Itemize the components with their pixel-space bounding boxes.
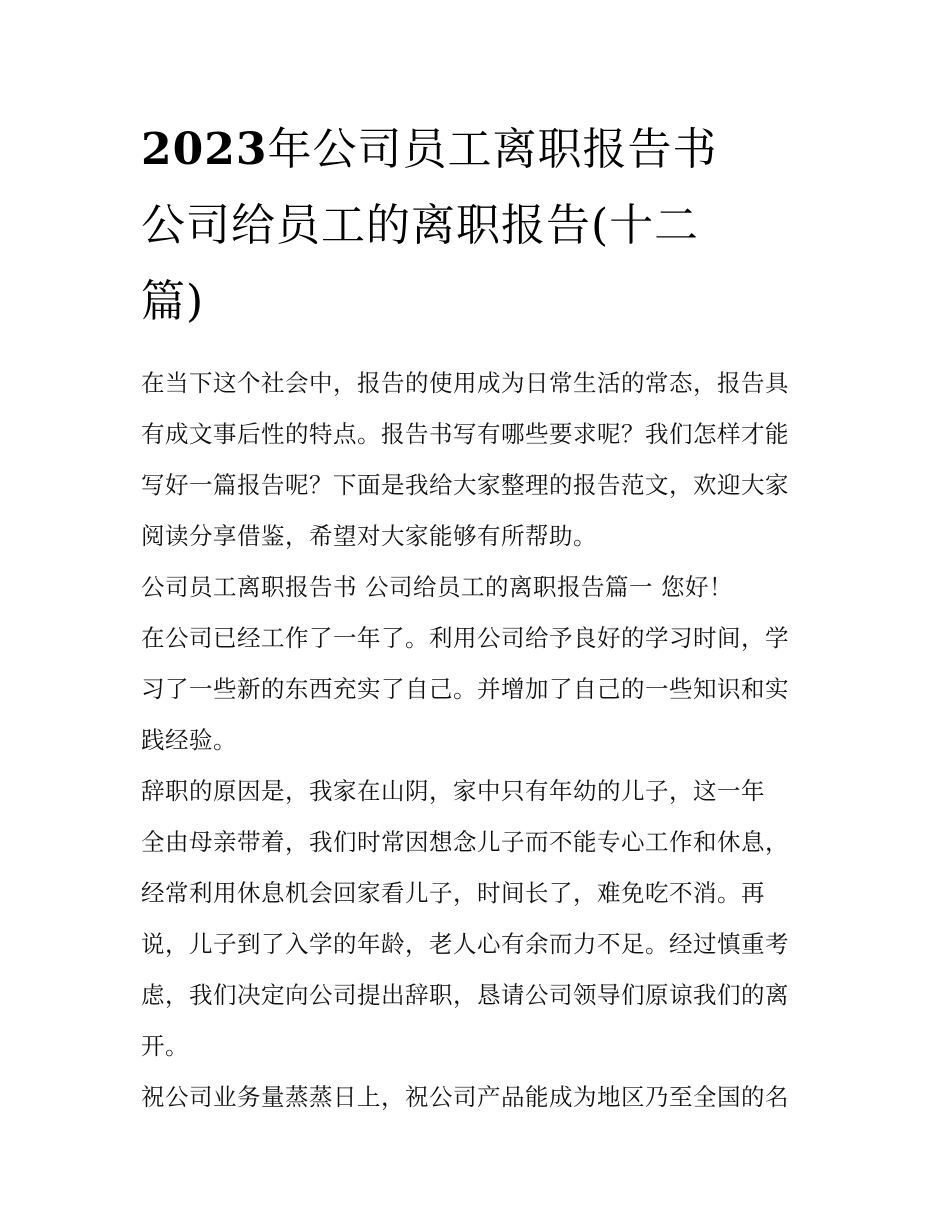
body-line: 辞职的原因是，我家在山阴，家中只有年幼的儿子，这一年: [141, 777, 765, 805]
body-line: 在公司已经工作了一年了。利用公司给予良好的学习时间，学: [141, 624, 789, 652]
body-line: 全由母亲带着，我们时常因想念儿子而不能专心工作和休息，: [141, 828, 789, 856]
body-line: 祝公司业务量蒸蒸日上，祝公司产品能成为地区乃至全国的名: [141, 1083, 789, 1111]
body-line: 写好一篇报告呢？下面是我给大家整理的报告范文，欢迎大家: [141, 471, 789, 499]
title-text-1: 年公司员工离职报告书: [267, 124, 718, 175]
body-line: 说，儿子到了入学的年龄，老人心有余而力不足。经过慎重考: [141, 930, 789, 958]
title-line-1: [141, 112, 821, 188]
body-line: 践经验。: [141, 726, 237, 754]
body-line: 习了一些新的东西充实了自己。并增加了自己的一些知识和实: [141, 675, 789, 703]
document-title: [141, 112, 821, 340]
body-line: 阅读分享借鉴，希望对大家能够有所帮助。: [141, 522, 597, 550]
document-page: [141, 112, 821, 1123]
body-line: 开。: [141, 1032, 189, 1060]
title-line-2: 公司给员工的离职报告(十二: [141, 200, 700, 251]
body-line: 虑，我们决定向公司提出辞职，恳请公司领导们原谅我们的离: [141, 981, 789, 1009]
section-heading: 公司员工离职报告书 公司给员工的离职报告篇一 您好！: [141, 573, 733, 601]
title-year: 2023: [141, 124, 268, 175]
body-line: 在当下这个社会中，报告的使用成为日常生活的常态，报告具: [141, 369, 789, 397]
body-line: 经常利用休息机会回家看儿子，时间长了，难免吃不消。再: [141, 879, 765, 907]
title-line-3: 篇): [141, 276, 205, 327]
document-body: [141, 358, 821, 1123]
body-line: 有成文事后性的特点。报告书写有哪些要求呢？我们怎样才能: [141, 420, 789, 448]
